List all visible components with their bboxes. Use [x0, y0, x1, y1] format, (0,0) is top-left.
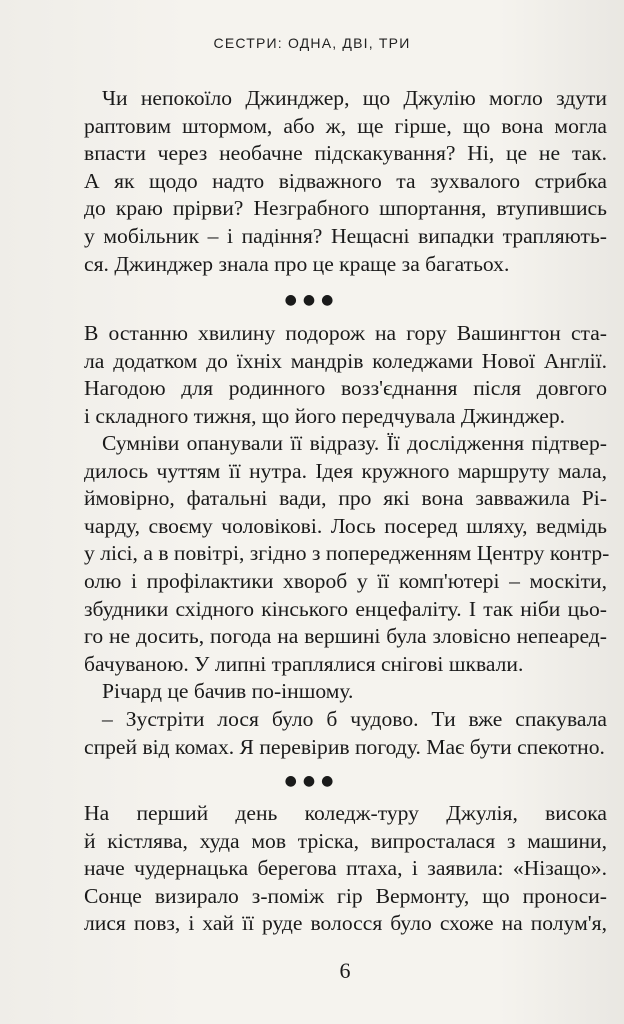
text-line: ла додатком до їхніх мандрів коледжами Нової Англії.	[84, 348, 607, 373]
text-line: А як щодо надто відважного та зухвалого стрибка	[84, 168, 607, 193]
text-line: Сумніви опанували її відразу. Її дослідження підтвер-	[102, 431, 607, 455]
text-line: спрей від комах. Я перевірив погоду. Має бути спекотно.	[84, 734, 605, 759]
paragraph-5	[84, 706, 607, 761]
text-line: – Зустріти лося було б чудово. Ти вже спакувала	[102, 707, 607, 731]
paragraph-3	[84, 430, 610, 678]
text-line: Нагодою для родинного возз'єднання після довгого	[84, 376, 607, 401]
text-line: впасти через необачне підскакування? Ні, це не так.	[84, 141, 607, 166]
text-line: На перший день коледж-туру Джулія, висока	[84, 801, 607, 825]
section-separator: ●●●	[284, 773, 340, 789]
text-line: ся. Джинджер знала про це краще за багатьох.	[84, 251, 510, 276]
paragraph-4	[84, 678, 607, 706]
text-line: чарду, своєму чоловікові. Лось посеред шляху, ведмідь	[84, 513, 607, 538]
running-header: СЕСТРИ: ОДНА, ДВІ, ТРИ	[213, 35, 411, 51]
text-line: у мобільник – і падіння? Нещасні випадки трапляють-	[84, 223, 607, 248]
text-line: й кістлява, худа мов тріска, випросталася з машини,	[84, 828, 607, 853]
text-line: го не досить, погода на вершині була зловісно непеаред-	[84, 624, 607, 649]
page-number: 6	[339, 958, 351, 983]
text-line: лися повз, і хай її руде волосся було схоже на полум'я,	[84, 911, 607, 936]
section-separator: ●●●	[284, 292, 340, 308]
text-line: Річард це бачив по-іншому.	[102, 679, 354, 703]
text-line: Чи непокоїло Джинджер, що Джулію могло здути	[102, 86, 607, 110]
text-line: бачуваною. У липні траплялися снігові шквали.	[84, 651, 524, 676]
paragraph-1	[84, 85, 607, 278]
text-line: ймовірно, фатальні вади, про які вона завважила Рі-	[84, 486, 607, 511]
text-line: збудники східного кінського енцефаліту. І так ніби цьо-	[84, 596, 607, 621]
paragraph-6	[84, 800, 607, 938]
text-line: до краю прірви? Незграбного шпортання, втупившись	[84, 196, 607, 221]
text-line: і складного тижня, що його передчувала Джинджер.	[84, 403, 566, 428]
text-line: у лісі, а в повітрі, згідно з попередженням Центру контр-	[84, 541, 610, 566]
text-line: раптовим штормом, або ж, ще гірше, що вона могла	[84, 113, 607, 138]
paragraph-2	[84, 320, 607, 430]
text-line: дилось чуттям її нутра. Ідея кружного маршруту мала,	[84, 458, 607, 483]
text-line: Сонце визирало з-поміж гір Вермонту, що проноси-	[84, 883, 607, 908]
text-line: наче чудернацька берегова птаха, і заявила: «Нізащо».	[84, 856, 607, 881]
text-line: В останню хвилину подорож на гору Вашингтон ста-	[84, 321, 607, 345]
text-line: олю і профілактики хвороб у її комп'ютері – москіти,	[84, 568, 607, 593]
